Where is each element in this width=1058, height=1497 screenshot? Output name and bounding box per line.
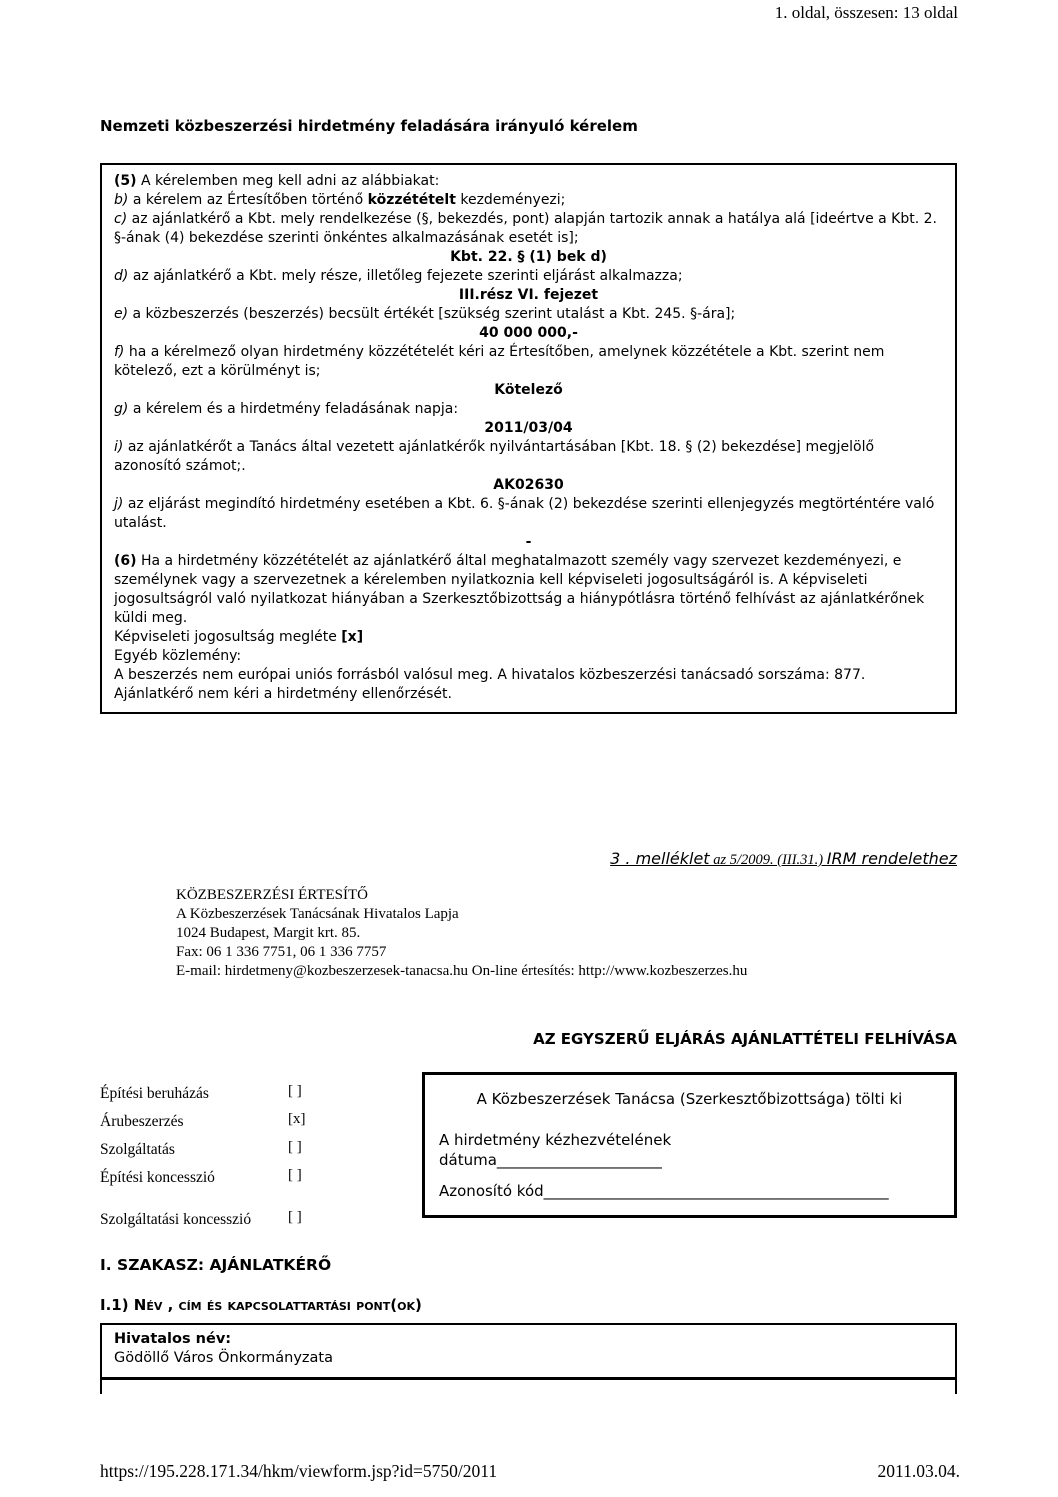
official-name-cell [102, 1325, 955, 1380]
item-bold-text: közzétételt [367, 192, 456, 208]
item-value: - [525, 534, 532, 550]
item-value: III.rész VI. fejezet [458, 287, 599, 303]
publisher-fax: Fax: 06 1 336 7751, 06 1 336 7757 [176, 944, 387, 960]
council-fill-box [422, 1072, 957, 1218]
request-item-6 [114, 552, 943, 628]
annex-number: 3 . melléklet [610, 849, 710, 868]
representation-checkbox-mark: [x] [341, 629, 364, 645]
request-title: Nemzeti közbeszerzési hirdetmény feladására irányuló kérelem [100, 117, 638, 135]
item-value: 40 000 000,- [479, 325, 578, 341]
procurement-type-list [100, 1083, 420, 1237]
next-cell-cutoff [102, 1380, 955, 1394]
arubeszerzes-checkbox: [x] [288, 1111, 306, 1127]
request-item-b [114, 191, 943, 210]
item-value: 2011/03/04 [484, 420, 573, 436]
publisher-email: E-mail: hirdetmeny@kozbeszerzesek-tanacsa.hu On-line értesítés: http://www.kozbeszerzes.hu [176, 963, 748, 979]
footer-url: https://195.228.171.34/hkm/viewform.jsp?id=5750/2011 [100, 1461, 498, 1481]
item-letter: j) [114, 496, 124, 512]
type-row-epitesi-beruhazas [100, 1083, 420, 1111]
type-label: Árubeszerzés [100, 1113, 184, 1130]
section-title-text: Név , cím és kapcsolattartási pont(ok) [133, 1296, 422, 1314]
epitesi-koncesszio-checkbox: [ ] [288, 1167, 302, 1183]
type-label: Szolgáltatás [100, 1141, 175, 1158]
item-letter: d) [114, 268, 129, 284]
item-text: ha a kérelmező olyan hirdetmény közzétételét kéri az Értesítőben, amelynek közzététele a Kbt. szerint nem kötelező, ezt a körülményt is; [114, 344, 885, 379]
request-item-c [114, 210, 943, 248]
type-row-szolgaltatasi-koncesszio [100, 1209, 420, 1237]
footer-date: 2011.03.04. [877, 1461, 960, 1481]
official-name-label: Hivatalos név: [114, 1331, 232, 1347]
request-item-5 [114, 172, 943, 191]
receipt-date-line1: A hirdetmény kézhezvételének [439, 1131, 672, 1149]
representation-line [114, 628, 943, 647]
item-value: AK02630 [493, 477, 564, 493]
annex-decree: az 5/2009. (III.31.) [709, 852, 827, 868]
section-1-1-heading [100, 1296, 422, 1314]
representation-label: Képviseleti jogosultság megléte [114, 629, 342, 645]
request-item-f [114, 343, 943, 381]
item-letter: e) [114, 306, 129, 322]
section-number: I.1) [100, 1296, 134, 1314]
official-name-value: Gödöllő Város Önkormányzata [114, 1350, 333, 1366]
item-value: Kötelező [494, 382, 563, 398]
other-notice-text: A beszerzés nem európai uniós forrásból valósul meg. A hivatalos közbeszerzési tanácsadó sorszáma: 877. Ajánlatkérő nem kéri a hirdetmény ellenőrzését. [114, 667, 866, 702]
item-letter: c) [114, 211, 128, 227]
item-value: Kbt. 22. § (1) bek d) [450, 249, 607, 265]
item-text: A kérelemben meg kell adni az alábbiakat: [141, 173, 440, 189]
item-text: a kérelem és a hirdetmény feladásának napja: [132, 401, 459, 417]
epitesi-beruhazas-checkbox: [ ] [288, 1083, 302, 1099]
type-label: Építési koncesszió [100, 1169, 215, 1186]
item-letter: b) [114, 192, 129, 208]
publisher-subtitle: A Közbeszerzések Tanácsának Hivatalos Lapja [176, 906, 459, 922]
item-text: az eljárást megindító hirdetmény esetében a Kbt. 6. §-ának (2) bekezdése szerinti ellenjegyzés megtörténtére való utalást. [114, 496, 935, 531]
official-name-box [100, 1323, 957, 1394]
item-letter: g) [114, 401, 129, 417]
request-item-d [114, 267, 943, 286]
page-number: 1. oldal, összesen: 13 oldal [774, 3, 958, 22]
item-text: az ajánlatkérő a Kbt. mely rendelkezése (§, bekezdés, pont) alapján tartozik annak a hatálya alá [ideértve a Kbt. 2. §-ának (4) bekezdése szerinti önkéntes alkalmazásának esetét is]; [114, 211, 937, 246]
publisher-address: 1024 Budapest, Margit krt. 85. [176, 925, 361, 941]
item-letter: f) [114, 344, 125, 360]
type-row-epitesi-koncesszio [100, 1167, 420, 1195]
request-box [100, 163, 957, 714]
section-1-heading: I. SZAKASZ: AJÁNLATKÉRŐ [100, 1256, 332, 1274]
request-item-i [114, 438, 943, 476]
publisher-name: KÖZBESZERZÉSI ÉRTESÍTŐ [176, 887, 369, 903]
type-row-szolgaltatas [100, 1139, 420, 1167]
type-label: Építési beruházás [100, 1085, 209, 1102]
item-text: az ajánlatkérőt a Tanács által vezetett ajánlatkérők nyilvántartásában [Kbt. 18. § (2) bekezdése] megjelölő azonosító számot;. [114, 439, 875, 474]
item-number: (5) [114, 173, 137, 189]
request-item-e [114, 305, 943, 324]
item-number: (6) [114, 553, 137, 569]
szolgaltatas-checkbox: [ ] [288, 1139, 302, 1155]
type-label: Szolgáltatási koncesszió [100, 1211, 252, 1228]
szolgaltatasi-koncesszio-checkbox: [ ] [288, 1209, 302, 1225]
item-text: kezdeményezi; [455, 192, 566, 208]
publisher-block [176, 886, 747, 981]
item-letter: i) [114, 439, 124, 455]
identifier-code-blank: Azonosító kód______________________________________________ [439, 1182, 889, 1200]
annex-decree-name: IRM rendelethez [826, 849, 957, 868]
item-text: Ha a hirdetmény közzétételét az ajánlatkérő által meghatalmazott személy vagy szervezet kezdeményezi, e személynek vagy a szervezetnek a kérelemben nyilatkoznia kell képviseleti jogosultságáról is. A képviseleti jogosultságról való nyilatkozat hiányában a Szerkesztőbizottság a hiánypótlásra történő felhívást az ajánlatkérőnek küldi meg. [114, 553, 925, 626]
notice-title: AZ EGYSZERŰ ELJÁRÁS AJÁNLATTÉTELI FELHÍVÁSA [533, 1030, 957, 1048]
type-row-arubeszerzes [100, 1111, 420, 1139]
item-text: a közbeszerzés (beszerzés) becsült értékét [szükség szerint utalást a Kbt. 245. §-ára]; [132, 306, 736, 322]
annex-reference [610, 849, 957, 869]
receipt-date-blank: dátuma______________________ [439, 1151, 662, 1169]
other-notice-label: Egyéb közlemény: [114, 648, 242, 664]
request-item-j [114, 495, 943, 533]
request-item-g [114, 400, 943, 419]
item-text: a kérelem az Értesítőben történő [132, 192, 368, 208]
council-box-title: A Közbeszerzések Tanácsa (Szerkesztőbizottsága) tölti ki [476, 1090, 903, 1108]
item-text: az ajánlatkérő a Kbt. mely része, illetőleg fejezete szerinti eljárást alkalmazza; [132, 268, 683, 284]
receipt-date-label [439, 1130, 954, 1170]
